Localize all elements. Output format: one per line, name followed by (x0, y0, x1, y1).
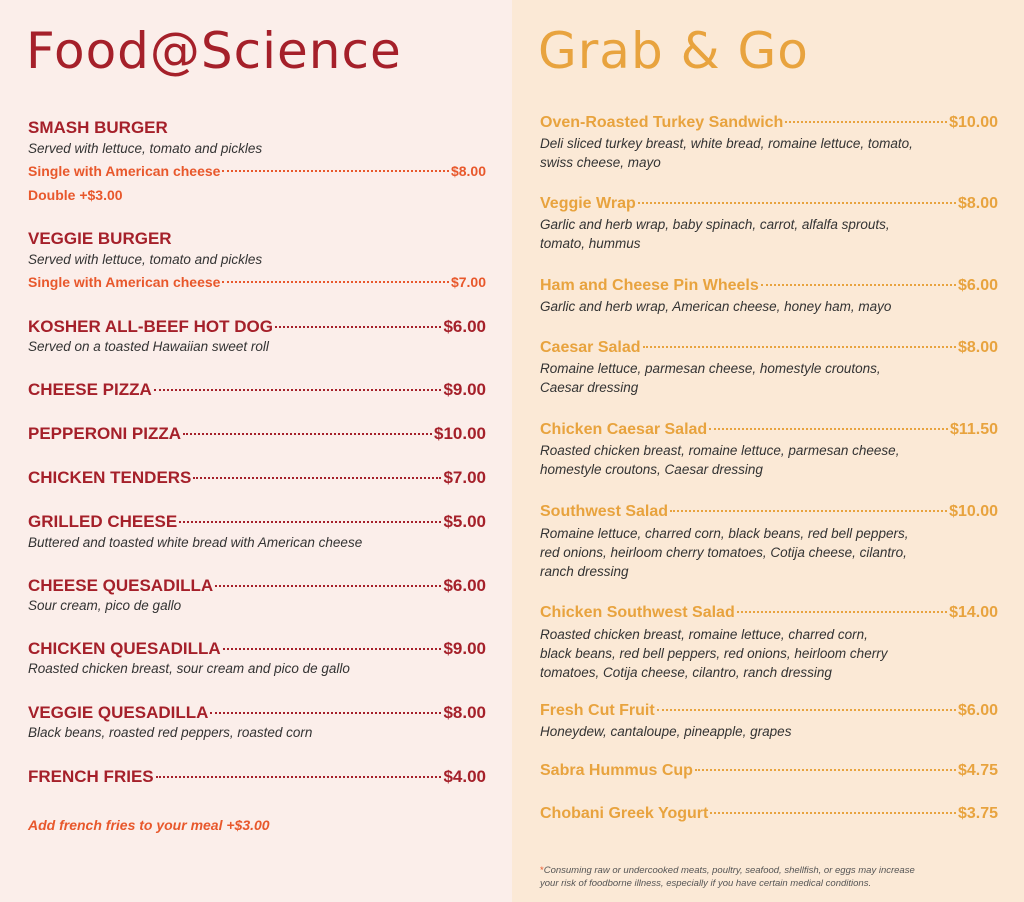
description-line: Roasted chicken breast, romaine lettuce, charred corn, (540, 627, 868, 642)
item-description (540, 359, 990, 397)
item-name: Ham and Cheese Pin Wheels (540, 277, 759, 294)
leader-dots (183, 433, 432, 435)
item-name: Chicken Southwest Salad (540, 604, 735, 621)
menu-item-smash-burger (28, 118, 486, 138)
item-price: $8.00 (957, 339, 998, 356)
item-description (540, 441, 990, 479)
menu-item-veggie-quesadilla (28, 703, 486, 723)
leader-dots (223, 648, 442, 650)
description-line: swiss cheese, mayo (540, 155, 661, 170)
leader-dots (695, 769, 956, 771)
menu-item-caesar-salad (540, 339, 998, 357)
option-price: $8.00 (450, 163, 486, 179)
item-description (540, 215, 990, 253)
item-description (540, 722, 990, 741)
grab-and-go-title: Grab & Go (538, 22, 809, 80)
description-line: Garlic and herb wrap, baby spinach, carrot, alfalfa sprouts, (540, 217, 890, 232)
description-line: black beans, red bell peppers, red onions, heirloom cherry (540, 646, 888, 661)
disclaimer-text-2: your risk of foodborne illness, especially if you have certain medical conditions. (540, 878, 872, 889)
item-name: Oven-Roasted Turkey Sandwich (540, 114, 784, 131)
leader-dots (761, 284, 956, 286)
item-price: $6.00 (443, 576, 486, 595)
description-line: Honeydew, cantaloupe, pineapple, grapes (540, 724, 792, 739)
menu-option-double (28, 187, 486, 203)
item-description: Sour cream, pico de gallo (28, 598, 182, 613)
leader-dots (193, 477, 441, 479)
description-line: red onions, heirloom cherry tomatoes, Cotija cheese, cilantro, (540, 545, 907, 560)
item-price: $6.00 (443, 317, 486, 336)
item-name: Chobani Greek Yogurt (540, 805, 709, 822)
item-name: Chicken Caesar Salad (540, 421, 708, 438)
menu-item-cheese-pizza (28, 380, 486, 400)
description-line: Caesar dressing (540, 380, 639, 395)
leader-dots (657, 709, 956, 711)
menu-item-french-fries (28, 767, 486, 787)
menu-item-southwest-salad (540, 503, 998, 521)
description-line: Garlic and herb wrap, American cheese, honey ham, mayo (540, 299, 892, 314)
menu-item-grilled-cheese (28, 512, 486, 532)
menu-item-chicken-caesar-salad (540, 421, 998, 439)
leader-dots (737, 611, 947, 613)
item-price: $7.00 (443, 468, 486, 487)
description-line: homestyle croutons, Caesar dressing (540, 462, 763, 477)
item-price: $8.00 (443, 703, 486, 722)
item-name: Southwest Salad (540, 503, 669, 520)
item-description (540, 134, 990, 172)
leader-dots (275, 326, 442, 328)
menu-item-fresh-cut-fruit (540, 702, 998, 720)
item-name: CHICKEN QUESADILLA (28, 639, 221, 658)
item-name: PEPPERONI PIZZA (28, 424, 182, 443)
menu-item-turkey-sandwich (540, 114, 998, 132)
item-description (540, 625, 990, 682)
menu-item-veggie-burger (28, 229, 486, 249)
menu-item-greek-yogurt (540, 805, 998, 823)
item-price: $10.00 (949, 503, 998, 520)
item-name: VEGGIE BURGER (28, 229, 172, 248)
item-price: $4.00 (443, 767, 486, 786)
item-price: $5.00 (443, 512, 486, 531)
menu-item-chicken-southwest-salad (540, 604, 998, 622)
menu-item-hummus-cup (540, 762, 998, 780)
item-description (540, 297, 990, 316)
item-price: $8.00 (957, 195, 998, 212)
leader-dots (215, 585, 441, 587)
leader-dots (210, 712, 441, 714)
item-name: GRILLED CHEESE (28, 512, 178, 531)
food-safety-disclaimer (540, 864, 960, 890)
option-extra: Double +$3.00 (28, 187, 123, 203)
menu-option-single (28, 163, 486, 179)
item-name: Veggie Wrap (540, 195, 636, 212)
leader-dots (710, 812, 956, 814)
asterisk: * (540, 865, 544, 876)
item-description: Black beans, roasted red peppers, roasted corn (28, 725, 313, 740)
option-name: Single with American cheese (28, 274, 221, 290)
item-description: Served with lettuce, tomato and pickles (28, 252, 263, 267)
description-line: tomato, hummus (540, 236, 641, 251)
description-line: Deli sliced turkey breast, white bread, romaine lettuce, tomato, (540, 136, 913, 151)
item-price: $10.00 (434, 424, 486, 443)
item-name: Fresh Cut Fruit (540, 702, 655, 719)
item-price: $14.00 (949, 604, 998, 621)
option-price: $7.00 (450, 274, 486, 290)
leader-dots (643, 346, 956, 348)
item-price: $9.00 (443, 380, 486, 399)
description-line: Romaine lettuce, parmesan cheese, homestyle croutons, (540, 361, 881, 376)
menu-item-veggie-wrap (540, 195, 998, 213)
item-description (540, 524, 990, 581)
menu-item-cheese-quesadilla (28, 576, 486, 596)
item-description: Served with lettuce, tomato and pickles (28, 141, 263, 156)
item-name: CHICKEN TENDERS (28, 468, 192, 487)
leader-dots (156, 776, 442, 778)
menu-item-chicken-tenders (28, 468, 486, 488)
description-line: ranch dressing (540, 564, 629, 579)
item-description: Roasted chicken breast, sour cream and pico de gallo (28, 661, 350, 676)
leader-dots (638, 202, 956, 204)
item-name: Caesar Salad (540, 339, 641, 356)
item-price: $9.00 (443, 639, 486, 658)
leader-dots (154, 389, 442, 391)
food-science-title: Food@Science (26, 22, 402, 80)
leader-dots (785, 121, 947, 123)
leader-dots (670, 510, 947, 512)
leader-dots (222, 170, 449, 172)
item-name: Sabra Hummus Cup (540, 762, 693, 779)
item-name: SMASH BURGER (28, 118, 168, 137)
leader-dots (179, 521, 441, 523)
description-line: Roasted chicken breast, romaine lettuce, parmesan cheese, (540, 443, 900, 458)
description-line: Romaine lettuce, charred corn, black beans, red bell peppers, (540, 526, 909, 541)
item-price: $3.75 (957, 805, 998, 822)
disclaimer-text-1: Consuming raw or undercooked meats, poultry, seafood, shellfish, or eggs may increase (543, 865, 915, 876)
item-price: $10.00 (949, 114, 998, 131)
item-name: VEGGIE QUESADILLA (28, 703, 209, 722)
item-price: $11.50 (949, 421, 998, 438)
item-name: FRENCH FRIES (28, 767, 154, 786)
menu-option-single (28, 274, 486, 290)
leader-dots (709, 428, 948, 430)
item-name: CHEESE QUESADILLA (28, 576, 214, 595)
item-description: Buttered and toasted white bread with American cheese (28, 535, 363, 550)
item-price: $4.75 (957, 762, 998, 779)
disclaimer-line (540, 864, 960, 877)
item-price: $6.00 (957, 277, 998, 294)
item-name: CHEESE PIZZA (28, 380, 152, 399)
option-name: Single with American cheese (28, 163, 221, 179)
leader-dots (222, 281, 449, 283)
menu-item-hot-dog (28, 317, 486, 337)
item-price: $6.00 (957, 702, 998, 719)
fries-add-on-note: Add french fries to your meal +$3.00 (28, 817, 270, 833)
item-name: KOSHER ALL-BEEF HOT DOG (28, 317, 273, 336)
item-description: Served on a toasted Hawaiian sweet roll (28, 339, 269, 354)
menu-item-pepperoni-pizza (28, 424, 486, 444)
menu-item-pin-wheels (540, 277, 998, 295)
menu-item-chicken-quesadilla (28, 639, 486, 659)
description-line: tomatoes, Cotija cheese, cilantro, ranch dressing (540, 665, 832, 680)
